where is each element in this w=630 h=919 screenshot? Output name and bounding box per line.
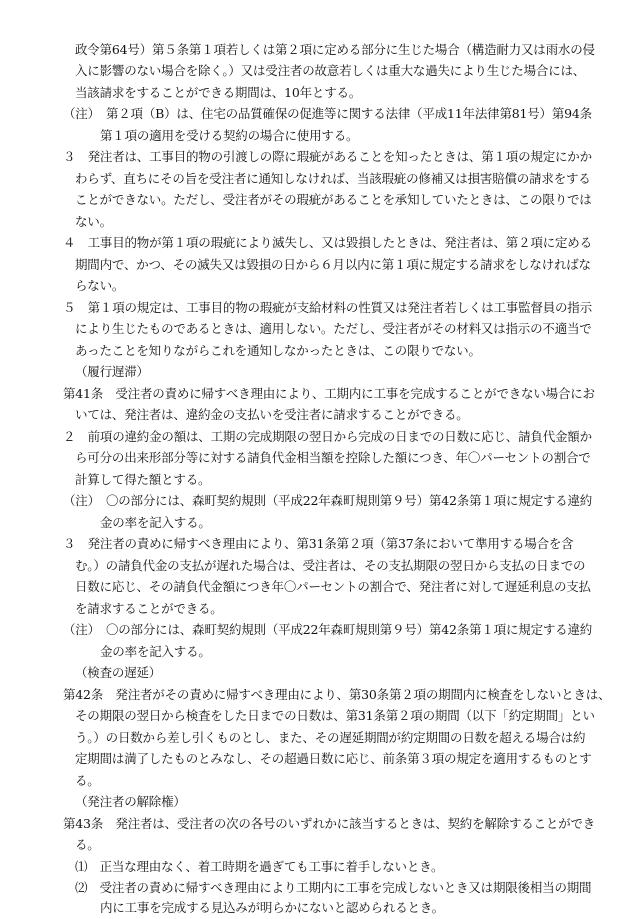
text-line: 内に工事を完成する見込みが明らかにないと認められるとき。 [100, 900, 444, 915]
text-line: わらず、直ちにその旨を受注者に通知しなければ、当該瑕疵の修補又は損害賠償の請求をする [75, 171, 591, 186]
note-line: （注） 〇の部分には、森町契約規則（平成22年森町規則第９号）第42条第１項に規定する違約 [63, 622, 593, 637]
text-line: ３ 発注者の責めに帰すべき理由により、第31条第２項（第37条において準用する場合を含 [63, 536, 574, 551]
section-heading: （履行遅滞） [75, 364, 149, 379]
text-line: ４ 工事目的物が第１項の瑕疵により滅失し、又は毀損したときは、発注者は、第２項に定める [63, 235, 592, 250]
text-line: ２ 前項の違約金の額は、工期の完成期限の翌日から完成の日までの日数に応じ、請負代金額か [63, 429, 592, 444]
text-line: により生じたものであるときは、適用しない。ただし、受注者がその材料又は指示の不適当で [75, 321, 592, 336]
text-line: 定期間は満了したものとみなし、その超過日数に応じ、前条第３項の規定を適用するものとす [75, 751, 592, 766]
section-heading: （検査の遅延） [75, 665, 162, 680]
text-line: 計算して得た額とする。 [75, 472, 211, 487]
text-line: 入に影響のない場合を除く。）又は受注者の故意若しくは重大な過失により生じた場合には、 [75, 63, 586, 78]
text-line: ５ 第１項の規定は、工事目的物の瑕疵が支給材料の性質又は発注者若しくは工事監督員の指示 [63, 300, 592, 315]
list-item: ⑴ 正当な理由なく、着工時期を過ぎても工事に着手しないとき。 [75, 859, 444, 874]
text-line: らない。 [75, 278, 125, 293]
text-line: 日数に応じ、その請負代金額につき年〇パーセントの割合で、発注者に対して遅延利息の支払 [75, 579, 591, 594]
note-line: （注） 〇の部分には、森町契約規則（平成22年森町規則第９号）第42条第１項に規定する違約 [63, 493, 593, 508]
article-line: 第41条 受注者の責めに帰すべき理由により、工期内に工事を完成することができない場合にお [63, 386, 595, 401]
text-line: ３ 発注者は、工事目的物の引渡しの際に瑕疵があることを知ったときは、第１項の規定にかか [63, 149, 592, 164]
text-line: 金の率を記入する。 [100, 644, 211, 659]
text-line: （注） 第２項（B）は、住宅の品質確保の促進等に関する法律（平成11年法律第81号）第94条 [63, 106, 592, 121]
text-line: る。 [75, 773, 100, 788]
article-line: 第42条 発注者がその責めに帰すべき理由により、第30条第２項の期間内に検査をしないときは、 [63, 687, 611, 702]
text-line: いては、発注者は、違約金の支払いを受注者に請求することができる。 [75, 407, 469, 422]
section-heading: （発注者の解除権） [75, 794, 186, 809]
text-line: う。）の日数から差し引くものとし、また、その遅延期間が約定期間の日数を超える場合は約 [75, 730, 586, 745]
text-line: ら可分の出来形部分等に対する請負代金相当額を控除した額につき、年〇パーセントの割合で [75, 450, 591, 465]
text-line: 期間内で、かつ、その滅失又は毀損の日から６月以内に第１項に規定する請求をしなければな [75, 257, 591, 272]
text-line: む。）の請負代金の支払が遅れた場合は、受注者は、その支払期限の翌日から支払の日までの [75, 558, 586, 573]
text-line: ことができない。ただし、受注者がその瑕疵があることを承知していたときは、この限りでは [75, 192, 592, 207]
text-line: 政令第64号）第５条第１項若しくは第２項に定める部分に生じた場合（構造耐力又は雨水の侵 [75, 42, 595, 57]
text-line: 第１項の適用を受ける契約の場合に使用する。 [100, 128, 359, 143]
text-line: あったことを知りながらこれを通知しなかったときは、この限りでない。 [75, 343, 481, 358]
text-line: 当該請求をすることができる期間は、10年とする。 [75, 85, 362, 100]
text-line: を請求することができる。 [75, 601, 223, 616]
text-line: 金の率を記入する。 [100, 515, 211, 530]
list-item: ⑵ 受注者の責めに帰すべき理由により工期内に工事を完成しないとき又は期限後相当の期間 [75, 880, 592, 895]
article-line: 第43条 発注者は、受注者の次の各号のいずれかに該当するときは、契約を解除することができ [63, 816, 596, 831]
text-line: ない。 [75, 214, 112, 229]
text-line: る。 [75, 837, 100, 852]
text-line: その期限の翌日から検査をした日までの日数は、第31条第２項の期間（以下「約定期間」とい [75, 708, 595, 723]
